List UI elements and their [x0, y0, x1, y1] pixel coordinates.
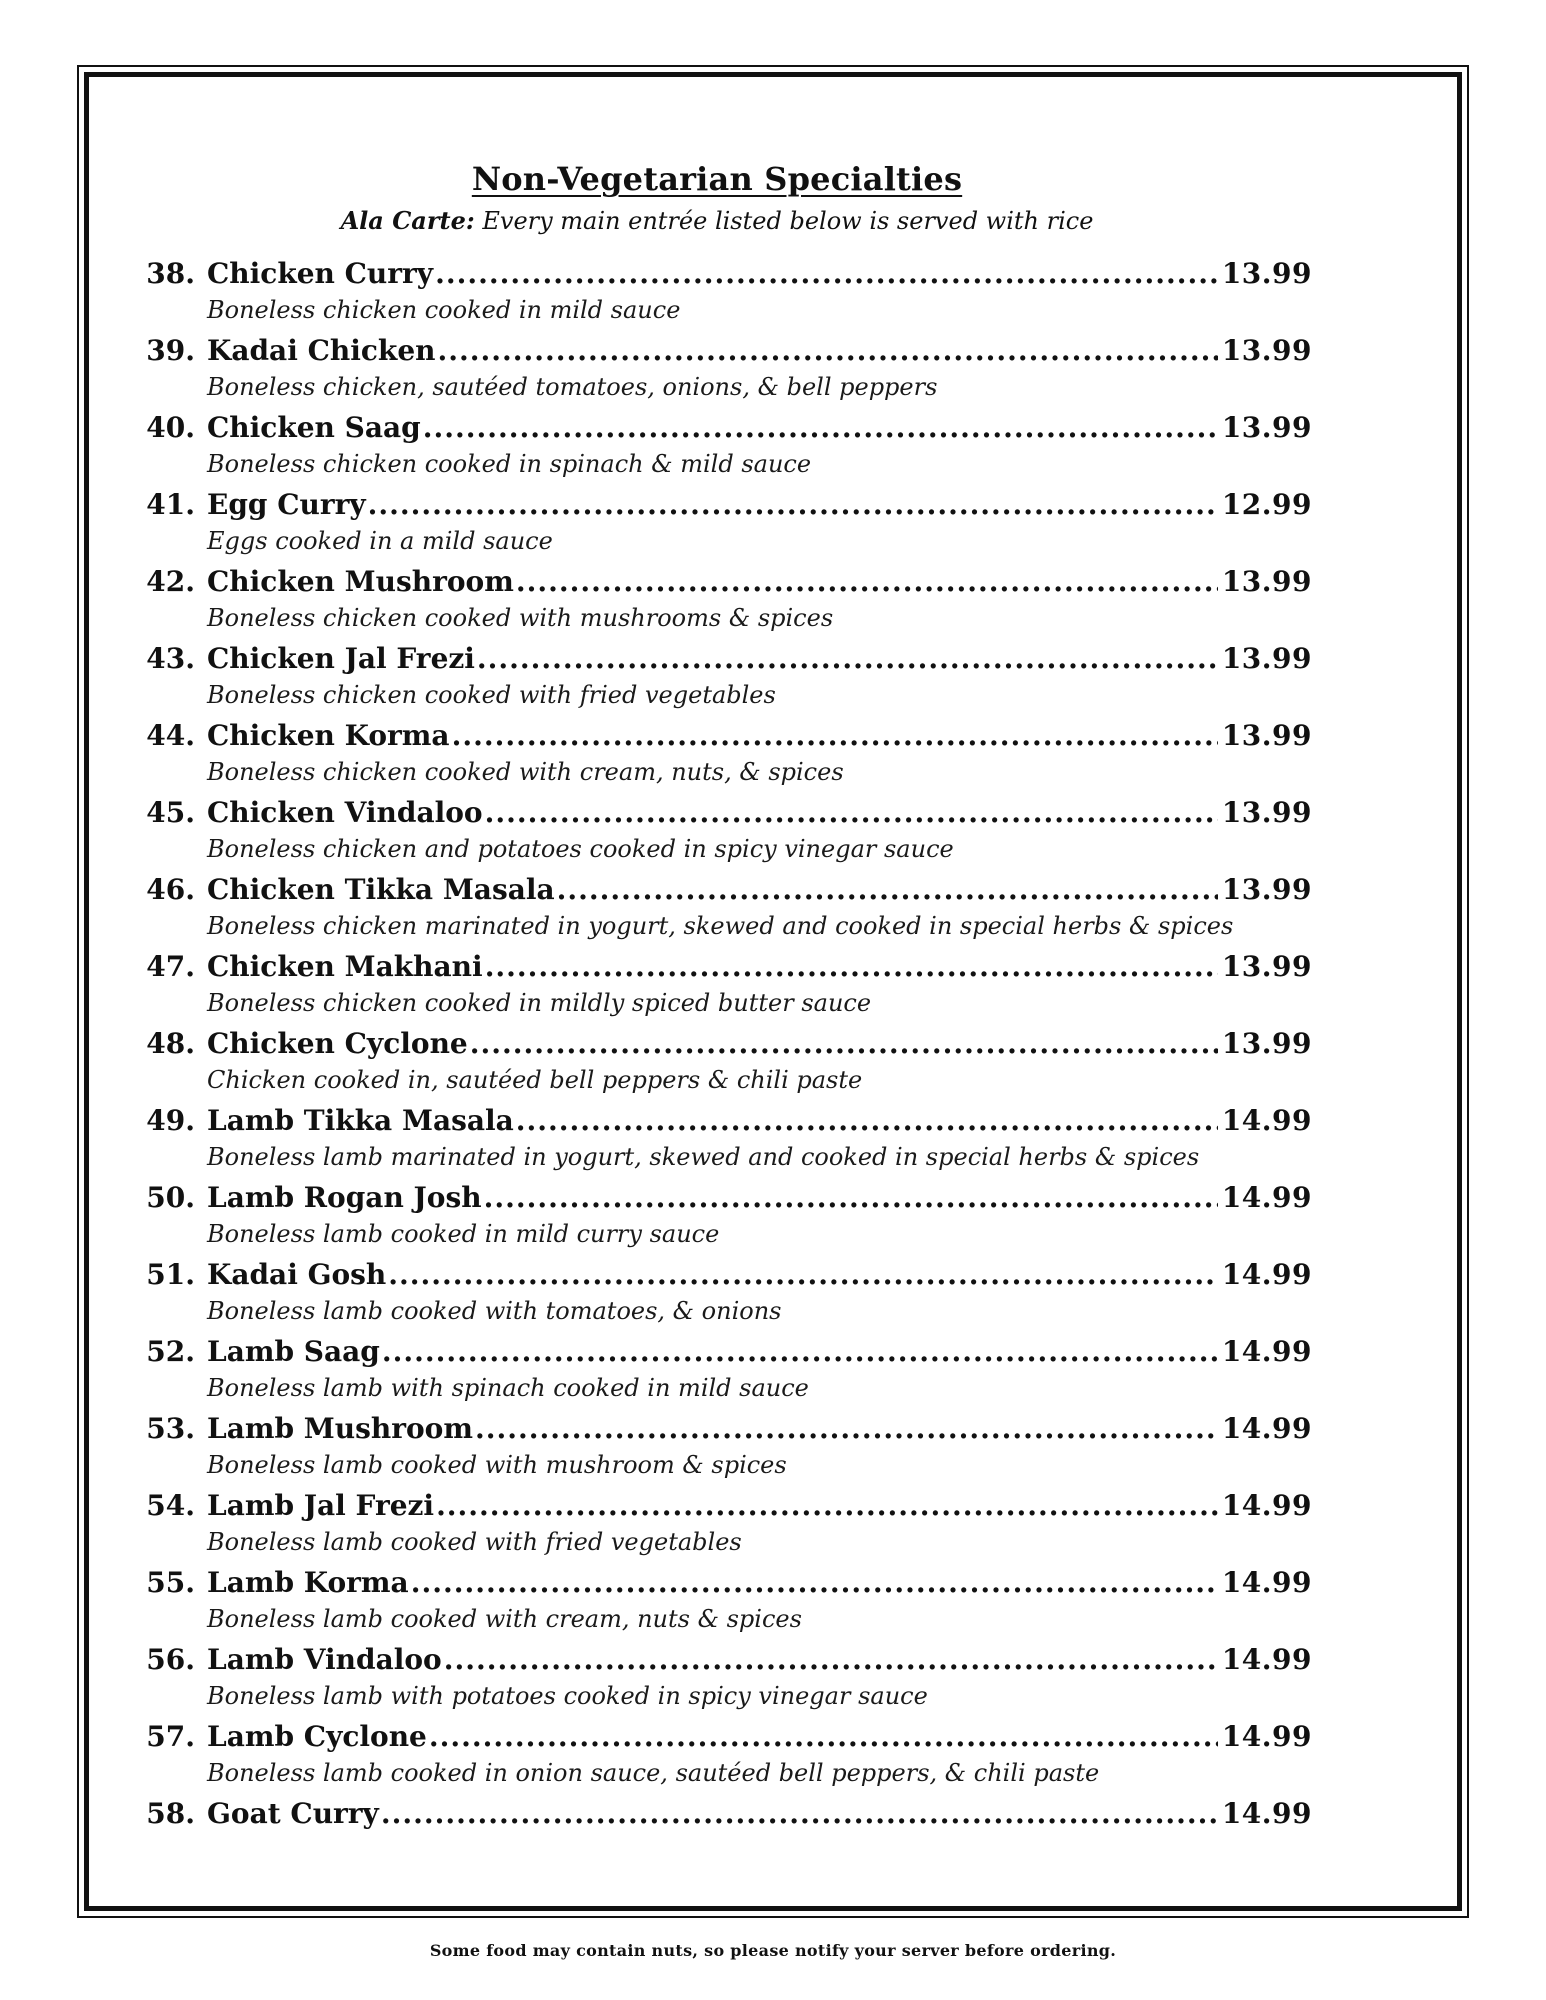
- menu-item-name: Chicken Mushroom: [207, 565, 514, 598]
- menu-item-price: 13.99: [1221, 642, 1312, 675]
- menu-item-line: [122, 485, 1312, 525]
- menu-item: [122, 1409, 1312, 1486]
- menu-item-name: Chicken Saag: [207, 411, 421, 444]
- menu-item-price: 13.99: [1221, 1027, 1312, 1060]
- menu-item-number: 56.: [146, 1643, 195, 1676]
- menu-item: [122, 639, 1312, 716]
- menu-item-line: [122, 1409, 1312, 1449]
- menu-item-price: 13.99: [1221, 257, 1312, 290]
- menu-item: [122, 1717, 1312, 1794]
- menu-item-number: 54.: [146, 1489, 195, 1522]
- menu-item-name: Chicken Cyclone: [207, 1027, 468, 1060]
- menu-item-name: Lamb Mushroom: [207, 1412, 473, 1445]
- allergy-note: Some food may contain nuts, so please notify your server before ordering.: [429, 1941, 1117, 1960]
- dot-leader: [470, 1024, 1218, 1064]
- menu-item-name: Lamb Rogan Josh: [207, 1181, 482, 1214]
- menu-item-description: Boneless chicken cooked with cream, nuts, & spices: [207, 758, 844, 786]
- menu-item-number: 53.: [146, 1412, 195, 1445]
- menu-item-description: Boneless chicken cooked with mushrooms & spices: [207, 604, 834, 632]
- dot-leader: [437, 331, 1217, 371]
- menu-item-number: 50.: [146, 1181, 195, 1214]
- menu-item: [122, 562, 1312, 639]
- subtitle-lead: Ala Carte:: [340, 206, 475, 235]
- menu-item-price: 14.99: [1221, 1104, 1312, 1137]
- menu-item: [122, 1640, 1312, 1717]
- menu-item-number: 47.: [146, 950, 195, 983]
- dot-leader: [452, 716, 1218, 756]
- menu-item-list: [122, 254, 1312, 1871]
- menu-item-number: 57.: [146, 1720, 195, 1753]
- menu-item: [122, 1255, 1312, 1332]
- menu-item: [122, 254, 1312, 331]
- menu-subtitle: [122, 204, 1312, 238]
- menu-item-price: 12.99: [1221, 488, 1312, 521]
- dot-leader: [436, 1486, 1218, 1526]
- menu-item-name: Lamb Tikka Masala: [207, 1104, 514, 1137]
- menu-item-number: 48.: [146, 1027, 195, 1060]
- menu-item-description: Boneless chicken marinated in yogurt, skewed and cooked in special herbs & spices: [207, 912, 1234, 940]
- menu-item-description: Boneless lamb with spinach cooked in mild sauce: [207, 1374, 809, 1402]
- menu-item-line: [122, 793, 1312, 833]
- menu-item-number: 44.: [146, 719, 195, 752]
- menu-item-name: Lamb Vindaloo: [207, 1643, 442, 1676]
- menu-item-price: 14.99: [1221, 1412, 1312, 1445]
- menu-item: [122, 1024, 1312, 1101]
- menu-item: [122, 947, 1312, 1024]
- menu-item-line: [122, 331, 1312, 371]
- menu-item-number: 49.: [146, 1104, 195, 1137]
- menu-item-price: 13.99: [1221, 719, 1312, 752]
- menu-item-line: [122, 254, 1312, 294]
- dot-leader: [444, 1640, 1218, 1680]
- menu-item-line: [122, 562, 1312, 602]
- menu-item: [122, 793, 1312, 870]
- menu-item-price: 14.99: [1221, 1566, 1312, 1599]
- menu-item-description: Boneless chicken, sautéed tomatoes, onions, & bell peppers: [207, 373, 938, 401]
- menu-item-price: 13.99: [1221, 411, 1312, 444]
- menu-item-line: [122, 1178, 1312, 1218]
- menu-item-description: Boneless chicken cooked in mildly spiced butter sauce: [207, 989, 872, 1017]
- menu-item-number: 38.: [146, 257, 195, 290]
- menu-item-name: Chicken Makhani: [207, 950, 483, 983]
- menu-item-number: 39.: [146, 334, 195, 367]
- dot-leader: [423, 408, 1218, 448]
- menu-item-number: 55.: [146, 1566, 195, 1599]
- menu-item-line: [122, 639, 1312, 679]
- dot-leader: [368, 485, 1218, 525]
- menu-item-number: 51.: [146, 1258, 195, 1291]
- menu-content: [122, 158, 1312, 1871]
- menu-item-number: 42.: [146, 565, 195, 598]
- menu-item-description: Boneless chicken and potatoes cooked in spicy vinegar sauce: [207, 835, 954, 863]
- menu-item-name: Chicken Tikka Masala: [207, 873, 555, 906]
- menu-item-description: Boneless lamb cooked in mild curry sauce: [207, 1220, 720, 1248]
- dot-leader: [382, 1332, 1218, 1372]
- menu-item-name: Kadai Gosh: [207, 1258, 387, 1291]
- menu-item-price: 13.99: [1221, 565, 1312, 598]
- menu-item: [122, 1486, 1312, 1563]
- menu-item-description: Boneless lamb cooked with fried vegetables: [207, 1528, 742, 1556]
- menu-item-line: [122, 408, 1312, 448]
- menu-item-description: Boneless lamb with potatoes cooked in spicy vinegar sauce: [207, 1682, 928, 1710]
- menu-item-description: Boneless lamb marinated in yogurt, skewed and cooked in special herbs & spices: [207, 1143, 1200, 1171]
- menu-item-name: Lamb Jal Frezi: [207, 1489, 435, 1522]
- menu-item-number: 52.: [146, 1335, 195, 1368]
- menu-item-name: Goat Curry: [207, 1797, 379, 1830]
- menu-item-description: Boneless lamb cooked with mushroom & spices: [207, 1451, 787, 1479]
- menu-item-description: Boneless chicken cooked with fried vegetables: [207, 681, 776, 709]
- menu-item-number: 43.: [146, 642, 195, 675]
- dot-leader: [477, 639, 1218, 679]
- menu-item-number: 45.: [146, 796, 195, 829]
- subtitle-text: Every main entrée listed below is served with rice: [482, 207, 1094, 235]
- menu-item-price: 14.99: [1221, 1720, 1312, 1753]
- menu-item-name: Lamb Saag: [207, 1335, 380, 1368]
- menu-item: [122, 1178, 1312, 1255]
- menu-item: [122, 1794, 1312, 1871]
- menu-item-description: Boneless lamb cooked with tomatoes, & onions: [207, 1297, 782, 1325]
- menu-item-number: 40.: [146, 411, 195, 444]
- menu-item-price: 14.99: [1221, 1797, 1312, 1830]
- menu-item: [122, 1332, 1312, 1409]
- menu-item-line: [122, 1255, 1312, 1295]
- menu-item-name: Chicken Vindaloo: [207, 796, 483, 829]
- menu-item: [122, 331, 1312, 408]
- menu-item-line: [122, 1640, 1312, 1680]
- menu-item-number: 41.: [146, 488, 195, 521]
- menu-item-description: Boneless chicken cooked in mild sauce: [207, 296, 681, 324]
- menu-item-name: Chicken Korma: [207, 719, 450, 752]
- menu-item-line: [122, 947, 1312, 987]
- menu-item-description: Boneless lamb cooked in onion sauce, sautéed bell peppers, & chili paste: [207, 1759, 1100, 1787]
- dot-leader: [485, 947, 1218, 987]
- menu-item-line: [122, 870, 1312, 910]
- menu-item-name: Lamb Korma: [207, 1566, 409, 1599]
- menu-item: [122, 870, 1312, 947]
- dot-leader: [429, 1717, 1218, 1757]
- menu-item-description: Eggs cooked in a mild sauce: [207, 527, 553, 555]
- menu-item-line: [122, 1024, 1312, 1064]
- dot-leader: [381, 1794, 1218, 1834]
- menu-item: [122, 485, 1312, 562]
- dot-leader: [475, 1409, 1218, 1449]
- menu-item-line: [122, 1101, 1312, 1141]
- menu-item: [122, 1101, 1312, 1178]
- dot-leader: [388, 1255, 1218, 1295]
- menu-item-price: 14.99: [1221, 1335, 1312, 1368]
- menu-item-line: [122, 1332, 1312, 1372]
- menu-item-line: [122, 1794, 1312, 1834]
- dot-leader: [516, 1101, 1218, 1141]
- menu-item-number: 58.: [146, 1797, 195, 1830]
- menu-item-line: [122, 1563, 1312, 1603]
- dot-leader: [435, 254, 1218, 294]
- menu-item-price: 13.99: [1221, 334, 1312, 367]
- menu-item-description: Boneless lamb cooked with cream, nuts & spices: [207, 1605, 802, 1633]
- menu-item-description: Boneless chicken cooked in spinach & mild sauce: [207, 450, 812, 478]
- menu-item-line: [122, 1486, 1312, 1526]
- menu-item-price: 13.99: [1221, 796, 1312, 829]
- menu-item-price: 14.99: [1221, 1643, 1312, 1676]
- menu-item-line: [122, 1717, 1312, 1757]
- menu-item-price: 14.99: [1221, 1258, 1312, 1291]
- menu-item-name: Egg Curry: [207, 488, 366, 521]
- menu-item-name: Chicken Jal Frezi: [207, 642, 475, 675]
- menu-item-description: Chicken cooked in, sautéed bell peppers & chili paste: [207, 1066, 863, 1094]
- menu-item-line: [122, 716, 1312, 756]
- menu-item-name: Chicken Curry: [207, 257, 434, 290]
- menu-item: [122, 408, 1312, 485]
- menu-item-price: 13.99: [1221, 873, 1312, 906]
- dot-leader: [516, 562, 1218, 602]
- menu-item-price: 14.99: [1221, 1181, 1312, 1214]
- menu-item-price: 14.99: [1221, 1489, 1312, 1522]
- menu-item-name: Kadai Chicken: [207, 334, 436, 367]
- menu-item-price: 13.99: [1221, 950, 1312, 983]
- menu-item-name: Lamb Cyclone: [207, 1720, 427, 1753]
- dot-leader: [557, 870, 1218, 910]
- dot-leader: [411, 1563, 1218, 1603]
- menu-item: [122, 1563, 1312, 1640]
- page-title: Non-Vegetarian Specialties: [471, 160, 963, 198]
- menu-item: [122, 716, 1312, 793]
- menu-item-number: 46.: [146, 873, 195, 906]
- dot-leader: [484, 1178, 1218, 1218]
- dot-leader: [485, 793, 1218, 833]
